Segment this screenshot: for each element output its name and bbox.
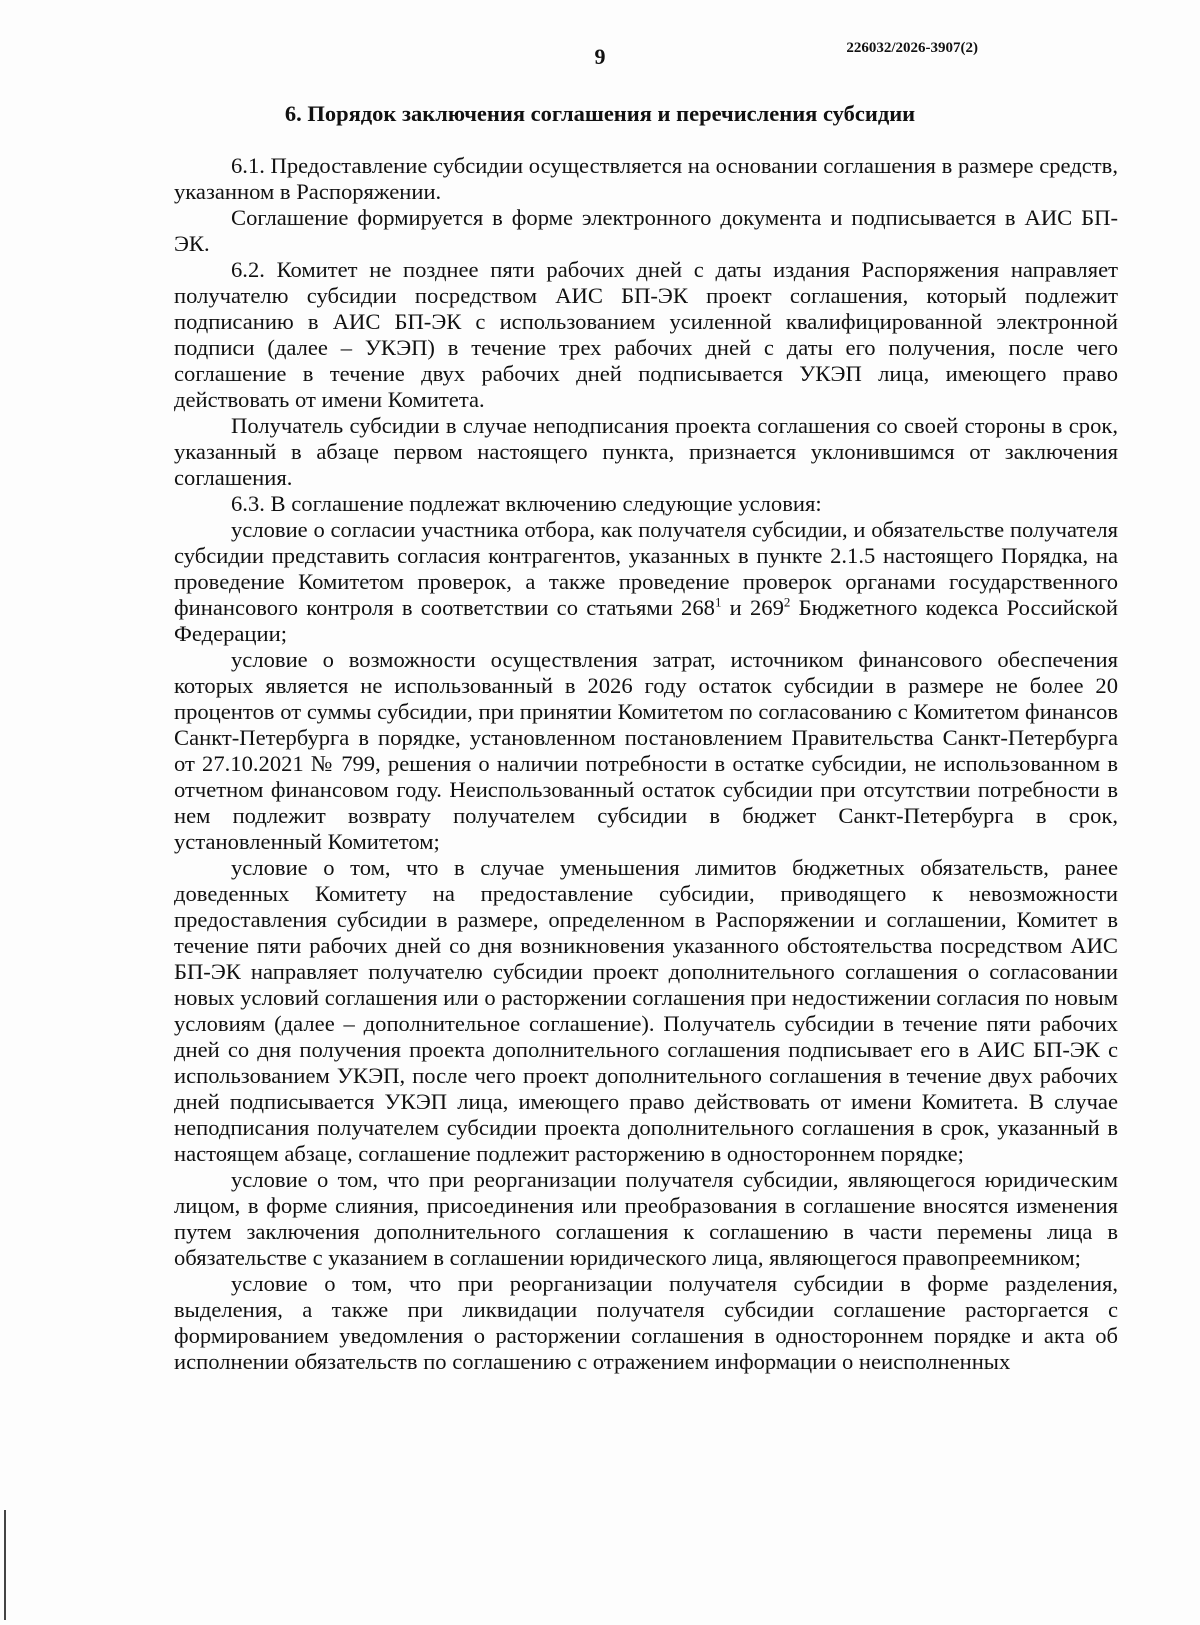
scan-edge-mark — [4, 1510, 6, 1620]
paragraph-6-2: 6.2. Комитет не позднее пяти рабочих дней с даты издания Распоряжения направляет получателю субсидии посредством АИС БП-ЭК проект соглашения, который подлежит подписанию в АИС БП-ЭК с использованием усиленной квалифицированной электронной подписи (далее – УКЭП) в течение трех рабочих дней с даты его получения, после чего соглашение в течение двух рабочих дней подписывается УКЭП лица, имеющего право действовать от имени Комитета. — [174, 257, 1118, 412]
footnote-ref-1: 1 — [714, 594, 722, 610]
consent-end: Бюджетного кодекса Российской Федерации; — [174, 595, 1118, 646]
paragraph-limits-condition: условие о том, что в случае уменьшения лимитов бюджетных обязательств, ранее доведенных Комитету на предоставление субсидии, приводящего к невозможности предоставления субсидии в размере, определенном в Распоряжении и соглашении, Комитет в течение пяти рабочих дней со дня возникновения указанного обстоятельства посредством АИС БП-ЭК направляет получателю субсидии проект дополнительного соглашения о согласовании новых условий соглашения или о расторжении соглашения при недостижении согласия по новым условиям (далее – дополнительное соглашение). Получатель субсидии в течение пяти рабочих дней со дня получения проекта дополнительного соглашения подписывает его в АИС БП-ЭК с использованием УКЭП, после чего проект дополнительного соглашения в течение двух рабочих дней подписывается УКЭП лица, имеющего право действовать от имени Комитета. В случае неподписания получателем субсидии проекта дополнительного соглашения в срок, указанный в настоящем абзаце, соглашение подлежит расторжению в одностороннем порядке; — [174, 855, 1118, 1166]
paragraph-6-1: 6.1. Предоставление субсидии осуществляется на основании соглашения в размере средств, указанном в Распоряжении. — [174, 153, 1118, 204]
document-id: 226032/2026-3907(2) — [846, 40, 978, 56]
footnote-ref-2: 2 — [783, 594, 791, 610]
paragraph-consent-condition — [174, 517, 1118, 647]
paragraph-6-3: 6.3. В соглашение подлежат включению следующие условия: — [231, 491, 822, 516]
consent-conj: и 269 — [721, 595, 784, 620]
document-body — [174, 153, 1118, 1375]
paragraph-refusal: Получатель субсидии в случае неподписания проекта соглашения со своей стороны в срок, указанный в абзаце первом настоящего пункта, признается уклонившимся от заключения соглашения. — [174, 413, 1118, 490]
page-number: 9 — [594, 44, 606, 69]
paragraph-reorganization-condition: условие о том, что при реорганизации получателя субсидии, являющегося юридическим лицом, в форме слияния, присоединения или преобразования в соглашение вносятся изменения путем заключения дополнительного соглашения к соглашению в части перемены лица в обязательстве с указанием в соглашении юридического лица, являющегося правопреемником; — [174, 1167, 1118, 1270]
paragraph-agreement-form: Соглашение формируется в форме электронного документа и подписывается в АИС БП-ЭК. — [174, 205, 1118, 256]
consent-condition-text: условие о согласии участника отбора, как получателя субсидии, и обязательстве получателя субсидии представить согласия контрагентов, указанных в пункте 2.1.5 настоящего Порядка, на проведение Комитетом проверок, а также проведение проверок органами государственного финансового контроля в соответствии со статьями 268 — [174, 517, 1118, 620]
paragraph-liquidation-condition: условие о том, что при реорганизации получателя субсидии в форме разделения, выделения, а также при ликвидации получателя субсидии соглашение расторгается с формированием уведомления о расторжении соглашения в одностороннем порядке и акта об исполнении обязательств по соглашению с отражением информации о неисполненных — [174, 1271, 1118, 1374]
paragraph-remainder-condition: условие о возможности осуществления затрат, источником финансового обеспечения которых является не использованный в 2026 году остаток субсидии в размере не более 20 процентов от суммы субсидии, при принятии Комитетом по согласованию с Комитетом финансов Санкт-Петербурга в порядке, установленном постановлением Правительства Санкт-Петербурга от 27.10.2021 № 799, решения о наличии потребности в остатке субсидии, не использованном в отчетном финансовом году. Неиспользованный остаток субсидии при отсутствии потребности в нем подлежит возврату получателем субсидии в бюджет Санкт-Петербурга в срок, установленный Комитетом; — [174, 647, 1118, 854]
section-title: 6. Порядок заключения соглашения и перечисления субсидии — [284, 101, 916, 126]
